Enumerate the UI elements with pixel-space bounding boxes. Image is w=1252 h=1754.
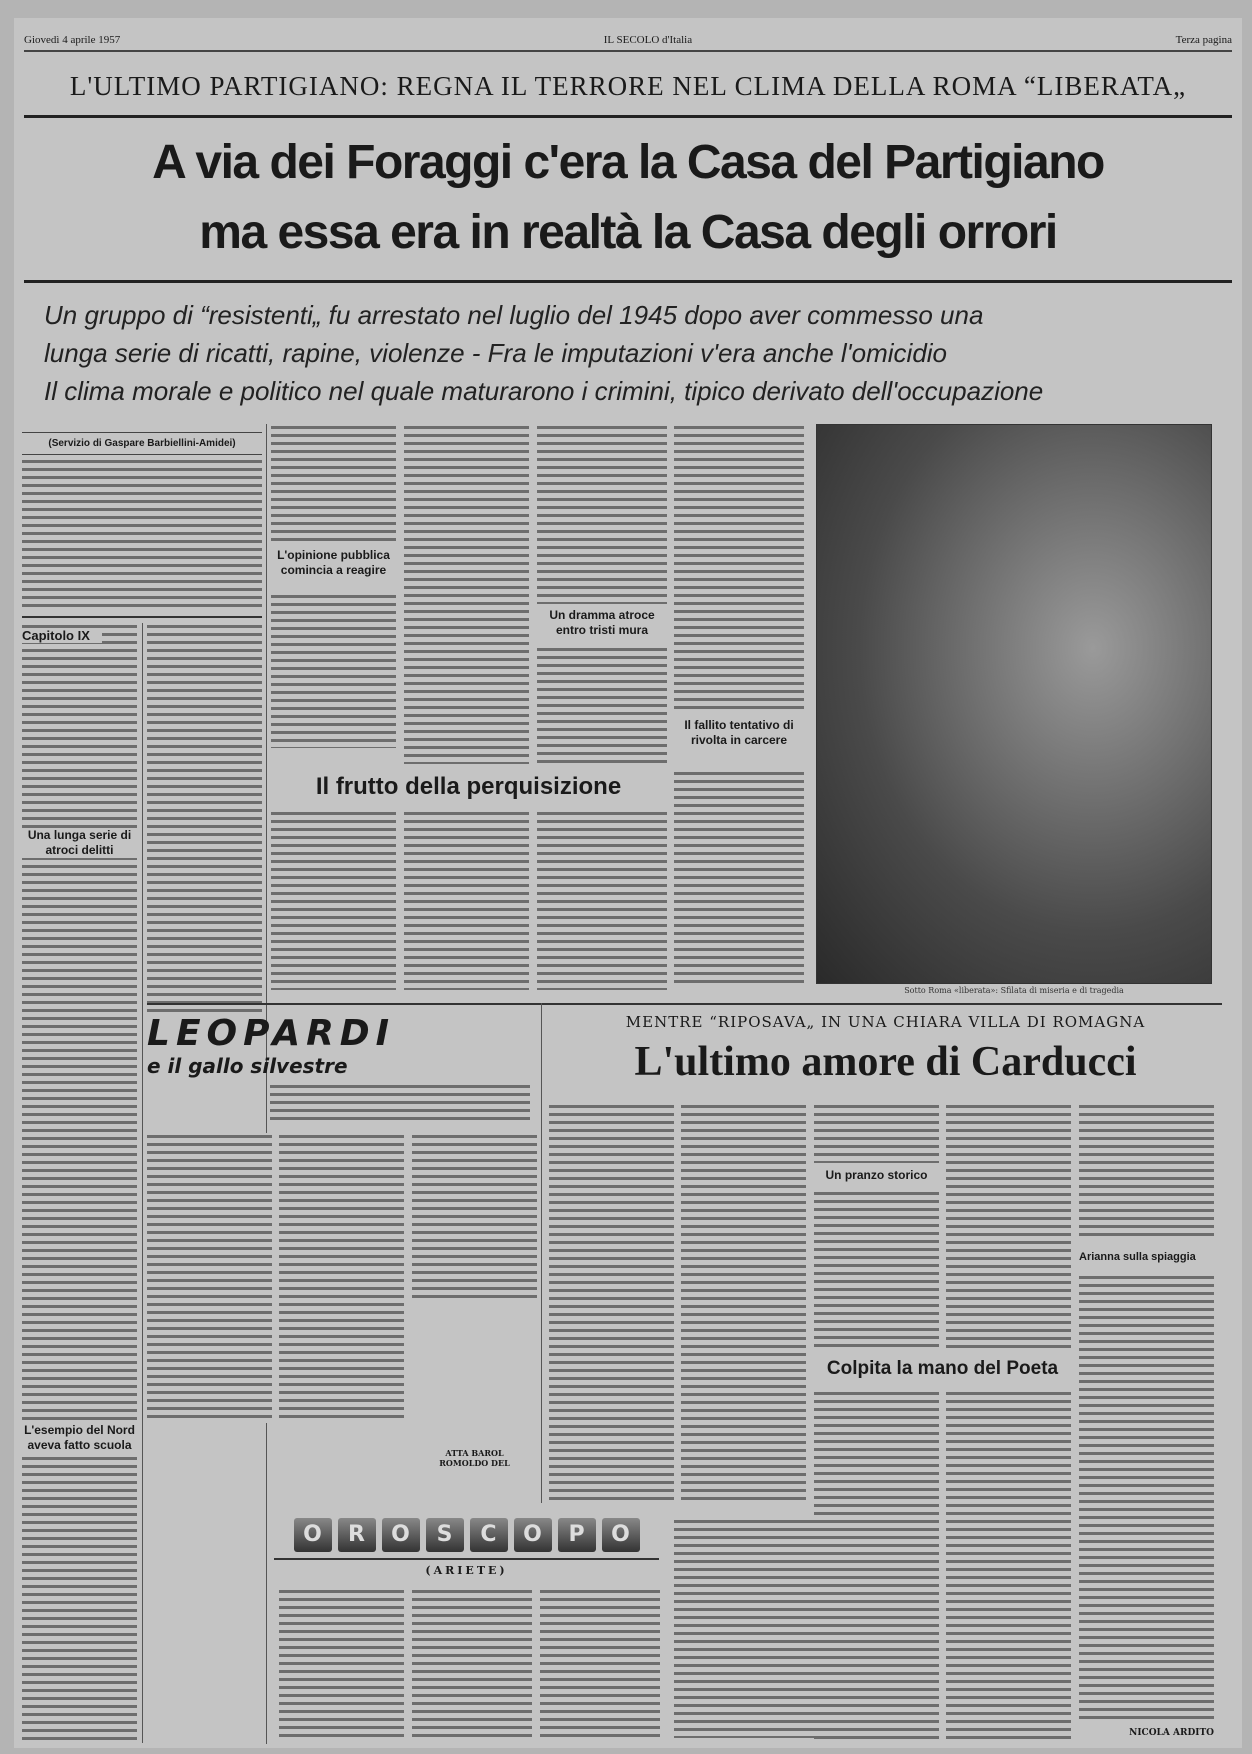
paper-name: IL SECOLO d'Italia bbox=[603, 34, 693, 46]
subhead-arianna: Arianna sulla spiaggia bbox=[1079, 1250, 1214, 1265]
article-text bbox=[814, 1390, 939, 1740]
subhead-mano: Colpita la mano del Poeta bbox=[814, 1356, 1071, 1382]
subhead-esempio: L'esempio del Nord aveva fatto scuola bbox=[22, 1423, 137, 1453]
article-text bbox=[1079, 1274, 1214, 1720]
article-text bbox=[946, 1390, 1071, 1740]
subhead-pranzo: Un pranzo storico bbox=[814, 1168, 939, 1183]
column-rule bbox=[266, 424, 267, 1744]
oroscopo-letter: S bbox=[426, 1518, 464, 1552]
article-text bbox=[537, 646, 667, 766]
article-text bbox=[537, 424, 667, 604]
headline bbox=[19, 128, 1237, 268]
subheadline-line: Un gruppo di “resistenti„ fu arrestato nel luglio del 1945 dopo aver commesso una bbox=[44, 300, 984, 330]
article-text bbox=[674, 770, 804, 986]
article-text bbox=[674, 424, 804, 714]
divider bbox=[147, 1003, 1222, 1005]
oroscopo-letter: R bbox=[338, 1518, 376, 1552]
headline-line: ma essa era in realtà la Casa degli orrori bbox=[199, 206, 1057, 259]
column-rule bbox=[541, 1003, 542, 1503]
oroscopo-title bbox=[274, 1518, 659, 1552]
article-text bbox=[814, 1103, 939, 1163]
issue-date: Giovedì 4 aprile 1957 bbox=[24, 34, 121, 46]
subhead-fallito: Il fallito tentativo di rivolta in carcere bbox=[674, 718, 804, 748]
carducci-kicker: MENTRE “RIPOSAVA„ IN UNA CHIARA VILLA DI ROMAGNA bbox=[625, 1013, 1146, 1031]
oroscopo-block bbox=[274, 1518, 659, 1577]
leopardi-title: LEOPARDI bbox=[147, 1013, 396, 1054]
article-text bbox=[412, 1588, 532, 1738]
article-text bbox=[1079, 1103, 1214, 1238]
subhead-dramma: Un dramma atroce entro tristi mura bbox=[537, 608, 667, 638]
photo-caption: Sotto Roma «liberata»: Sfilata di miseria e di tragedia bbox=[904, 986, 1124, 995]
article-text bbox=[540, 1588, 660, 1738]
carducci-author: NICOLA ARDITO bbox=[1129, 1728, 1214, 1738]
article-text bbox=[814, 1190, 939, 1348]
kicker: L'ULTIMO PARTIGIANO: REGNA IL TERRORE NEL CLIMA DELLA ROMA “LIBERATA„ bbox=[24, 58, 1232, 118]
article-text bbox=[147, 623, 262, 1013]
oroscopo-letter: C bbox=[470, 1518, 508, 1552]
subhead-frutto: Il frutto della perquisizione bbox=[271, 770, 666, 804]
byline: (Servizio di Gaspare Barbiellini-Amidei) bbox=[22, 432, 262, 455]
page-label: Terza pagina bbox=[1175, 34, 1232, 46]
leopardi-title-block bbox=[147, 1013, 537, 1078]
oroscopo-letter: P bbox=[558, 1518, 596, 1552]
subheadline-line: Il clima morale e politico nel quale maturarono i crimini, tipico derivato dell'occupazione bbox=[44, 376, 1044, 406]
article-text bbox=[279, 1133, 404, 1423]
leopardi-author: ATTA BAROL ROMOLDO DEL bbox=[439, 1448, 510, 1468]
article-text bbox=[681, 1103, 806, 1503]
article-text bbox=[412, 1133, 537, 1303]
article-text bbox=[271, 424, 396, 544]
article-text bbox=[147, 1133, 272, 1423]
article-text bbox=[271, 810, 396, 990]
oroscopo-letter: O bbox=[602, 1518, 640, 1552]
subheadline bbox=[44, 296, 1224, 410]
article-text bbox=[537, 810, 667, 990]
article-text bbox=[674, 1518, 814, 1738]
article-text bbox=[549, 1103, 674, 1503]
subhead-atroci: Una lunga serie di atroci delitti bbox=[22, 828, 137, 858]
oroscopo-letter: O bbox=[514, 1518, 552, 1552]
article-text bbox=[946, 1103, 1071, 1348]
divider bbox=[22, 616, 262, 618]
column-rule bbox=[142, 623, 143, 1743]
masthead-bar bbox=[24, 30, 1232, 52]
divider bbox=[24, 280, 1232, 283]
article-text bbox=[270, 1083, 530, 1123]
carducci-title: L'ultimo amore di Carducci bbox=[634, 1039, 1137, 1085]
subheadline-line: lunga serie di ricatti, rapine, violenze - Fra le imputazioni v'era anche l'omicidio bbox=[44, 338, 948, 368]
article-text bbox=[22, 623, 137, 1743]
article-text bbox=[22, 458, 262, 608]
article-text bbox=[271, 593, 396, 748]
chapter-heading: Capitolo IX bbox=[22, 628, 102, 643]
article-text bbox=[279, 1588, 404, 1738]
article-text bbox=[404, 424, 529, 764]
subhead-opinione: L'opinione pubblica comincia a reagire bbox=[271, 548, 396, 578]
oroscopo-letter: O bbox=[294, 1518, 332, 1552]
newspaper-page bbox=[14, 18, 1242, 1748]
headline-line: A via dei Foraggi c'era la Casa del Partigiano bbox=[152, 136, 1104, 189]
news-photo bbox=[816, 424, 1212, 984]
article-text bbox=[404, 810, 529, 990]
leopardi-subtitle: e il gallo silvestre bbox=[147, 1054, 348, 1078]
oroscopo-letter: O bbox=[382, 1518, 420, 1552]
oroscopo-sign: (ARIETE) bbox=[274, 1558, 659, 1577]
